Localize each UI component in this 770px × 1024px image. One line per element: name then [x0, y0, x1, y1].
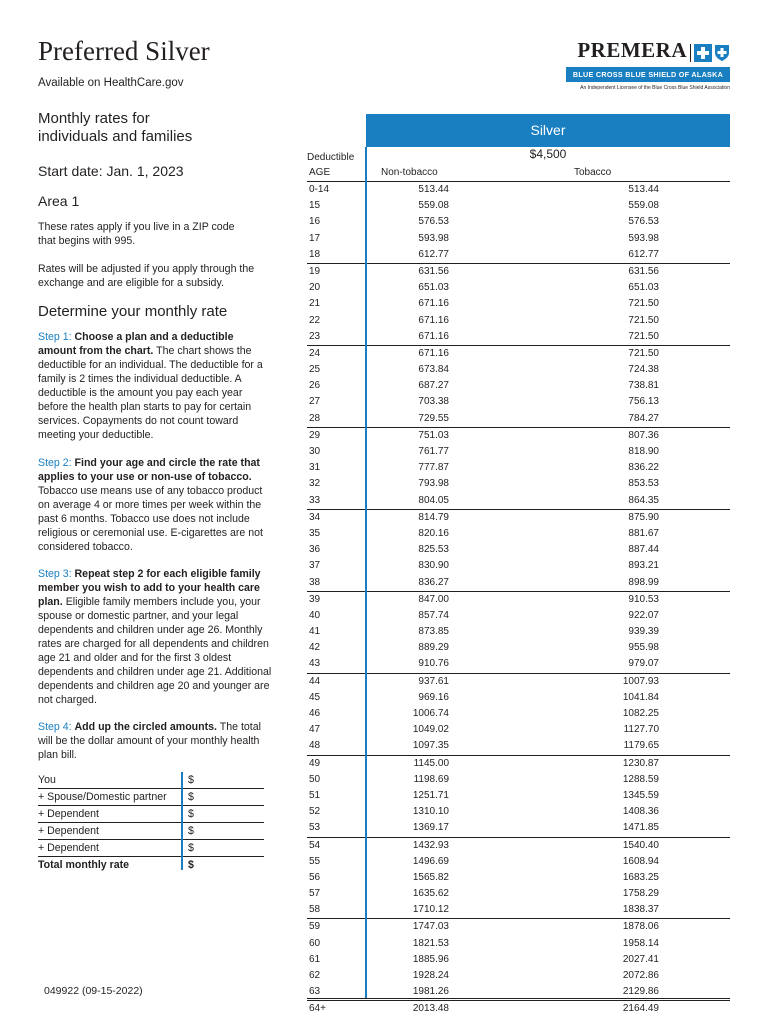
age-cell: 49 [309, 757, 321, 769]
tobacco-rate-cell: 1041.84 [622, 691, 659, 703]
tobacco-rate-cell: 724.38 [628, 364, 659, 376]
table-row [307, 722, 730, 738]
age-cell: 18 [309, 248, 321, 260]
tobacco-rate-cell: 818.90 [628, 446, 659, 457]
tobacco-rate-cell: 979.07 [628, 658, 659, 670]
tobacco-rate-cell: 1878.06 [622, 921, 659, 933]
age-cell: 61 [309, 953, 321, 965]
nontobacco-rate-cell: 559.08 [418, 200, 449, 212]
age-cell: 41 [309, 626, 321, 638]
age-cell: 59 [309, 921, 321, 933]
age-cell: 32 [309, 478, 321, 490]
tobacco-rate-cell: 836.22 [628, 462, 659, 474]
tobacco-rate-cell: 1082.25 [622, 708, 659, 719]
nontobacco-rate-cell: 814.79 [418, 511, 449, 523]
nontobacco-rate-cell: 671.16 [418, 347, 449, 359]
age-cell: 50 [309, 773, 321, 785]
table-row [307, 919, 730, 935]
table-row [307, 886, 730, 902]
age-cell: 56 [309, 871, 321, 883]
age-cell: 23 [309, 330, 321, 342]
table-row [307, 526, 730, 542]
nontobacco-rate-cell: 836.27 [418, 576, 449, 588]
age-cell: 39 [309, 593, 321, 605]
age-cell: 15 [309, 200, 321, 212]
nontobacco-rate-cell: 1432.93 [412, 839, 449, 851]
nontobacco-rate-cell: 1821.53 [412, 937, 449, 949]
tobacco-rate-cell: 721.50 [628, 347, 659, 359]
tobacco-rate-cell: 738.81 [628, 380, 659, 392]
age-cell: 48 [309, 740, 321, 752]
tobacco-rate-cell: 721.50 [628, 330, 659, 342]
age-cell: 27 [309, 396, 321, 408]
table-row [307, 329, 730, 346]
table-row [307, 542, 730, 558]
table-row [307, 656, 730, 673]
tobacco-rate-cell: 1345.59 [622, 789, 659, 801]
age-cell: 57 [309, 888, 321, 900]
table-row [307, 493, 730, 510]
nontobacco-rate-cell: 1006.74 [412, 708, 449, 719]
age-cell: 46 [309, 708, 321, 719]
tobacco-rate-cell: 955.98 [628, 642, 659, 654]
table-row [307, 674, 730, 690]
nontobacco-rate-cell: 673.84 [418, 364, 449, 376]
nontobacco-rate-cell: 513.44 [418, 184, 449, 195]
nontobacco-rate-cell: 1049.02 [412, 724, 449, 736]
tobacco-rate-cell: 893.21 [628, 560, 659, 572]
table-row [307, 476, 730, 492]
tobacco-rate-cell: 576.53 [628, 216, 659, 228]
nontobacco-rate-cell: 729.55 [418, 412, 449, 424]
table-row [307, 558, 730, 574]
table-row [307, 346, 730, 362]
nontobacco-rate-cell: 671.16 [418, 314, 449, 326]
age-cell: 64+ [309, 1003, 326, 1015]
age-cell: 0-14 [309, 184, 330, 195]
nontobacco-rate-cell: 1710.12 [412, 904, 449, 916]
tobacco-rate-cell: 2164.49 [622, 1003, 659, 1015]
table-row [307, 1001, 730, 1017]
tobacco-rate-cell: 853.53 [628, 478, 659, 490]
worksheet-row[interactable]: + Dependent $ [38, 823, 264, 840]
nontobacco-rate-cell: 1198.69 [413, 773, 449, 785]
age-cell: 44 [309, 675, 321, 687]
age-cell: 47 [309, 724, 321, 736]
table-row [307, 756, 730, 772]
age-cell: 40 [309, 609, 321, 621]
nontobacco-rate-cell: 1251.71 [412, 789, 449, 801]
table-row [307, 313, 730, 329]
age-cell: 22 [309, 314, 321, 326]
nontobacco-rate-cell: 889.29 [418, 642, 449, 654]
nontobacco-rate-cell: 1369.17 [412, 822, 449, 834]
age-cell: 45 [309, 691, 321, 703]
table-row [307, 838, 730, 854]
step-3: Step 3: Repeat step 2 for each eligible family member you wish to add to your health care plan. Eligible family members include you, your spouse or domestic partner, and your legal dependents and children under age 26. Monthly rates are charged for all dependents and children age 21 and older and for the first 3 oldest dependents and children under age 21. Additional dependents and children age 20 and younger are not charged. [38, 568, 272, 706]
tobacco-rate-cell: 1127.70 [623, 724, 659, 736]
tobacco-rate-cell: 612.77 [628, 248, 659, 260]
logo-band: BLUE CROSS BLUE SHIELD OF ALASKA [566, 67, 730, 82]
table-row [307, 854, 730, 870]
table-row [307, 902, 730, 919]
deductible-value: $4,500 [529, 147, 567, 161]
tobacco-rate-cell: 2072.86 [622, 970, 659, 981]
tobacco-rate-cell: 910.53 [628, 593, 659, 605]
nontobacco-rate-cell: 830.90 [418, 560, 449, 572]
table-row [307, 870, 730, 886]
table-row [307, 460, 730, 476]
tobacco-rate-cell: 887.44 [628, 544, 659, 556]
nontobacco-rate-cell: 793.98 [418, 478, 449, 490]
tobacco-rate-cell: 1838.37 [622, 904, 659, 916]
tobacco-rate-cell: 2129.86 [622, 986, 659, 998]
tobacco-rate-cell: 593.98 [628, 232, 659, 244]
table-row [307, 214, 730, 230]
worksheet-divider [181, 772, 183, 870]
tobacco-rate-cell: 2027.41 [622, 953, 659, 965]
age-cell: 53 [309, 822, 321, 834]
tobacco-rate-cell: 651.03 [628, 282, 659, 294]
tobacco-rate-cell: 1179.65 [623, 740, 659, 752]
age-cell: 30 [309, 446, 321, 457]
nontobacco-rate-cell: 804.05 [418, 494, 449, 506]
age-cell: 63 [309, 986, 321, 998]
nontobacco-rate-cell: 671.16 [418, 298, 449, 310]
table-row [307, 592, 730, 608]
age-cell: 16 [309, 216, 321, 228]
table-row [307, 738, 730, 755]
tobacco-rate-cell: 1230.87 [622, 757, 659, 769]
table-row [307, 378, 730, 394]
worksheet-total-row[interactable]: Total monthly rate $ [38, 859, 194, 871]
nontobacco-rate-cell: 910.76 [418, 658, 449, 670]
age-cell: 17 [309, 232, 321, 244]
age-cell: 36 [309, 544, 321, 556]
nontobacco-rate-cell: 761.77 [418, 446, 449, 457]
age-cell: 21 [309, 298, 321, 310]
table-row [307, 394, 730, 410]
nontobacco-rate-cell: 1747.03 [412, 921, 449, 933]
nontobacco-rate-cell: 1635.62 [412, 888, 449, 900]
tobacco-rate-cell: 513.44 [628, 184, 659, 195]
age-cell: 51 [309, 789, 321, 801]
tobacco-rate-cell: 1758.29 [622, 888, 659, 900]
age-cell: 33 [309, 494, 321, 506]
page-title: Preferred Silver [38, 36, 210, 66]
nontobacco-rate-cell: 937.61 [418, 675, 449, 687]
table-row [307, 444, 730, 460]
age-cell: 35 [309, 527, 321, 539]
table-row [307, 362, 730, 378]
age-cell: 20 [309, 282, 321, 294]
tobacco-rate-cell: 784.27 [628, 412, 659, 424]
age-cell: 26 [309, 380, 321, 392]
age-cell: 62 [309, 970, 321, 981]
logo-fineprint: An Independent Licensee of the Blue Cross Blue Shield Association [580, 85, 730, 91]
table-row [307, 952, 730, 968]
nontobacco-rate-cell: 825.53 [418, 544, 449, 556]
nontobacco-rate-cell: 1097.35 [412, 740, 449, 752]
tobacco-rate-cell: 1471.85 [622, 822, 659, 834]
tobacco-rate-cell: 922.07 [628, 609, 659, 621]
tobacco-rate-cell: 1288.59 [622, 773, 659, 785]
plan-header: Silver [366, 114, 730, 147]
table-row [307, 772, 730, 788]
nontobacco-rate-cell: 1310.10 [412, 806, 449, 818]
tobacco-rate-cell: 756.13 [628, 396, 659, 408]
tobacco-rate-cell: 631.56 [628, 265, 659, 277]
nontobacco-rate-cell: 687.27 [418, 380, 449, 392]
nontobacco-rate-cell: 651.03 [418, 282, 449, 294]
table-row [307, 804, 730, 820]
table-row [307, 510, 730, 526]
page-subtitle: Available on HealthCare.gov [38, 77, 184, 89]
nontobacco-rate-cell: 593.98 [418, 232, 449, 244]
table-row [307, 296, 730, 312]
nontobacco-rate-cell: 1885.96 [412, 953, 449, 965]
table-row [307, 198, 730, 214]
nontobacco-rate-cell: 1928.24 [412, 970, 449, 981]
area-label: Area 1 [38, 193, 80, 209]
table-row [307, 182, 730, 198]
tobacco-header: Tobacco [574, 167, 612, 178]
table-divider [365, 147, 367, 999]
table-row [307, 280, 730, 296]
steps-heading: Determine your monthly rate [38, 303, 228, 320]
tobacco-rate-cell: 721.50 [628, 298, 659, 310]
nontobacco-rate-cell: 2013.48 [412, 1003, 449, 1015]
tobacco-rate-cell: 881.67 [628, 527, 659, 539]
tobacco-rate-cell: 1408.36 [622, 806, 659, 818]
nontobacco-rate-cell: 1496.69 [412, 855, 449, 867]
step-2: Step 2: Find your age and circle the rate that applies to your use or non-use of tobacco. Tobacco use means use of any tobacco product on average 4 or more times per week within the past 6 months. Tobacco use does not include religious or ceremonial use. E-cigarettes are not considered tobacco. [38, 457, 263, 553]
age-cell: 34 [309, 511, 321, 523]
shield-icon [714, 44, 730, 62]
table-row [307, 428, 730, 444]
worksheet-row[interactable]: + Spouse/Domestic partner $ [38, 789, 264, 806]
cross-icon [694, 44, 712, 62]
table-row [307, 575, 730, 592]
nontobacco-rate-cell: 969.16 [418, 691, 449, 703]
age-cell: 58 [309, 904, 321, 916]
nontobacco-rate-cell: 1145.00 [413, 757, 449, 769]
step-1: Step 1: Choose a plan and a deductible amount from the chart. The chart shows the deductible for an individual. The deductible for a family is 2 times the individual deductible. A deductible is the amount you pay each year before the health plan starts to pay for certain services. Copayments do not count toward meeting your deductible. [38, 331, 263, 441]
age-cell: 54 [309, 839, 321, 851]
age-cell: 25 [309, 364, 321, 376]
age-header: AGE [309, 167, 331, 178]
age-cell: 37 [309, 560, 321, 572]
document-code: 049922 (09-15-2022) [44, 985, 143, 997]
tobacco-rate-cell: 1608.94 [622, 855, 659, 867]
table-row [307, 706, 730, 722]
premera-logo [566, 38, 730, 91]
table-row [307, 264, 730, 280]
table-row [307, 936, 730, 952]
tobacco-rate-cell: 559.08 [628, 200, 659, 212]
nontobacco-rate-cell: 1981.26 [412, 986, 449, 998]
step-4: Step 4: Add up the circled amounts. The total will be the dollar amount of your monthly health plan bill. [38, 721, 261, 761]
table-row [307, 820, 730, 837]
nontobacco-rate-cell: 703.38 [418, 396, 449, 408]
age-cell: 29 [309, 429, 321, 441]
tobacco-rate-cell: 939.39 [628, 626, 659, 638]
worksheet-row[interactable]: + Dependent $ [38, 840, 264, 857]
rate-worksheet [38, 772, 264, 873]
zip-note: These rates apply if you live in a ZIP code that begins with 995. [38, 221, 235, 247]
table-row [307, 968, 730, 984]
tobacco-rate-cell: 1007.93 [622, 675, 659, 687]
worksheet-row[interactable]: + Dependent $ [38, 806, 264, 823]
rate-table-body [307, 182, 730, 1018]
tobacco-rate-cell: 807.36 [628, 429, 659, 441]
nontobacco-rate-cell: 576.53 [418, 216, 449, 228]
tobacco-rate-cell: 1683.25 [622, 871, 659, 883]
tobacco-rate-cell: 1540.40 [622, 839, 659, 851]
table-row [307, 247, 730, 264]
nontobacco-rate-cell: 847.00 [418, 593, 449, 605]
nontobacco-rate-cell: 631.56 [418, 265, 449, 277]
age-cell: 28 [309, 412, 321, 424]
nontobacco-rate-cell: 873.85 [418, 626, 449, 638]
intro-heading: Monthly rates for individuals and families [38, 110, 193, 145]
age-cell: 43 [309, 658, 321, 670]
age-cell: 38 [309, 576, 321, 588]
nontobacco-rate-cell: 671.16 [418, 330, 449, 342]
nontobacco-header: Non-tobacco [381, 167, 438, 178]
age-cell: 60 [309, 937, 321, 949]
table-row [307, 411, 730, 428]
table-row [307, 231, 730, 247]
deductible-label: Deductible [307, 152, 355, 163]
age-cell: 19 [309, 265, 321, 277]
table-row [307, 640, 730, 656]
age-cell: 31 [309, 462, 321, 474]
tobacco-rate-cell: 1958.14 [622, 937, 659, 949]
nontobacco-rate-cell: 777.87 [418, 462, 449, 474]
nontobacco-rate-cell: 857.74 [418, 609, 449, 621]
table-row [307, 624, 730, 640]
nontobacco-rate-cell: 751.03 [418, 429, 449, 441]
table-row [307, 788, 730, 804]
tobacco-rate-cell: 898.99 [628, 576, 659, 588]
tobacco-rate-cell: 875.90 [628, 511, 659, 523]
tobacco-rate-cell: 864.35 [628, 494, 659, 506]
age-cell: 55 [309, 855, 321, 867]
nontobacco-rate-cell: 1565.82 [412, 871, 449, 883]
tobacco-rate-cell: 721.50 [628, 314, 659, 326]
subsidy-note: Rates will be adjusted if you apply through the exchange and are eligible for a subsidy. [38, 263, 255, 289]
table-row [307, 690, 730, 706]
table-row [307, 608, 730, 624]
age-cell: 42 [309, 642, 321, 654]
age-cell: 52 [309, 806, 321, 818]
nontobacco-rate-cell: 612.77 [418, 248, 449, 260]
nontobacco-rate-cell: 820.16 [418, 527, 449, 539]
logo-wordmark: PREMERA [577, 38, 687, 62]
age-cell: 24 [309, 347, 321, 359]
worksheet-row[interactable]: You $ [38, 772, 264, 789]
start-date: Start date: Jan. 1, 2023 [38, 163, 184, 179]
table-bottom-rule [307, 998, 730, 999]
